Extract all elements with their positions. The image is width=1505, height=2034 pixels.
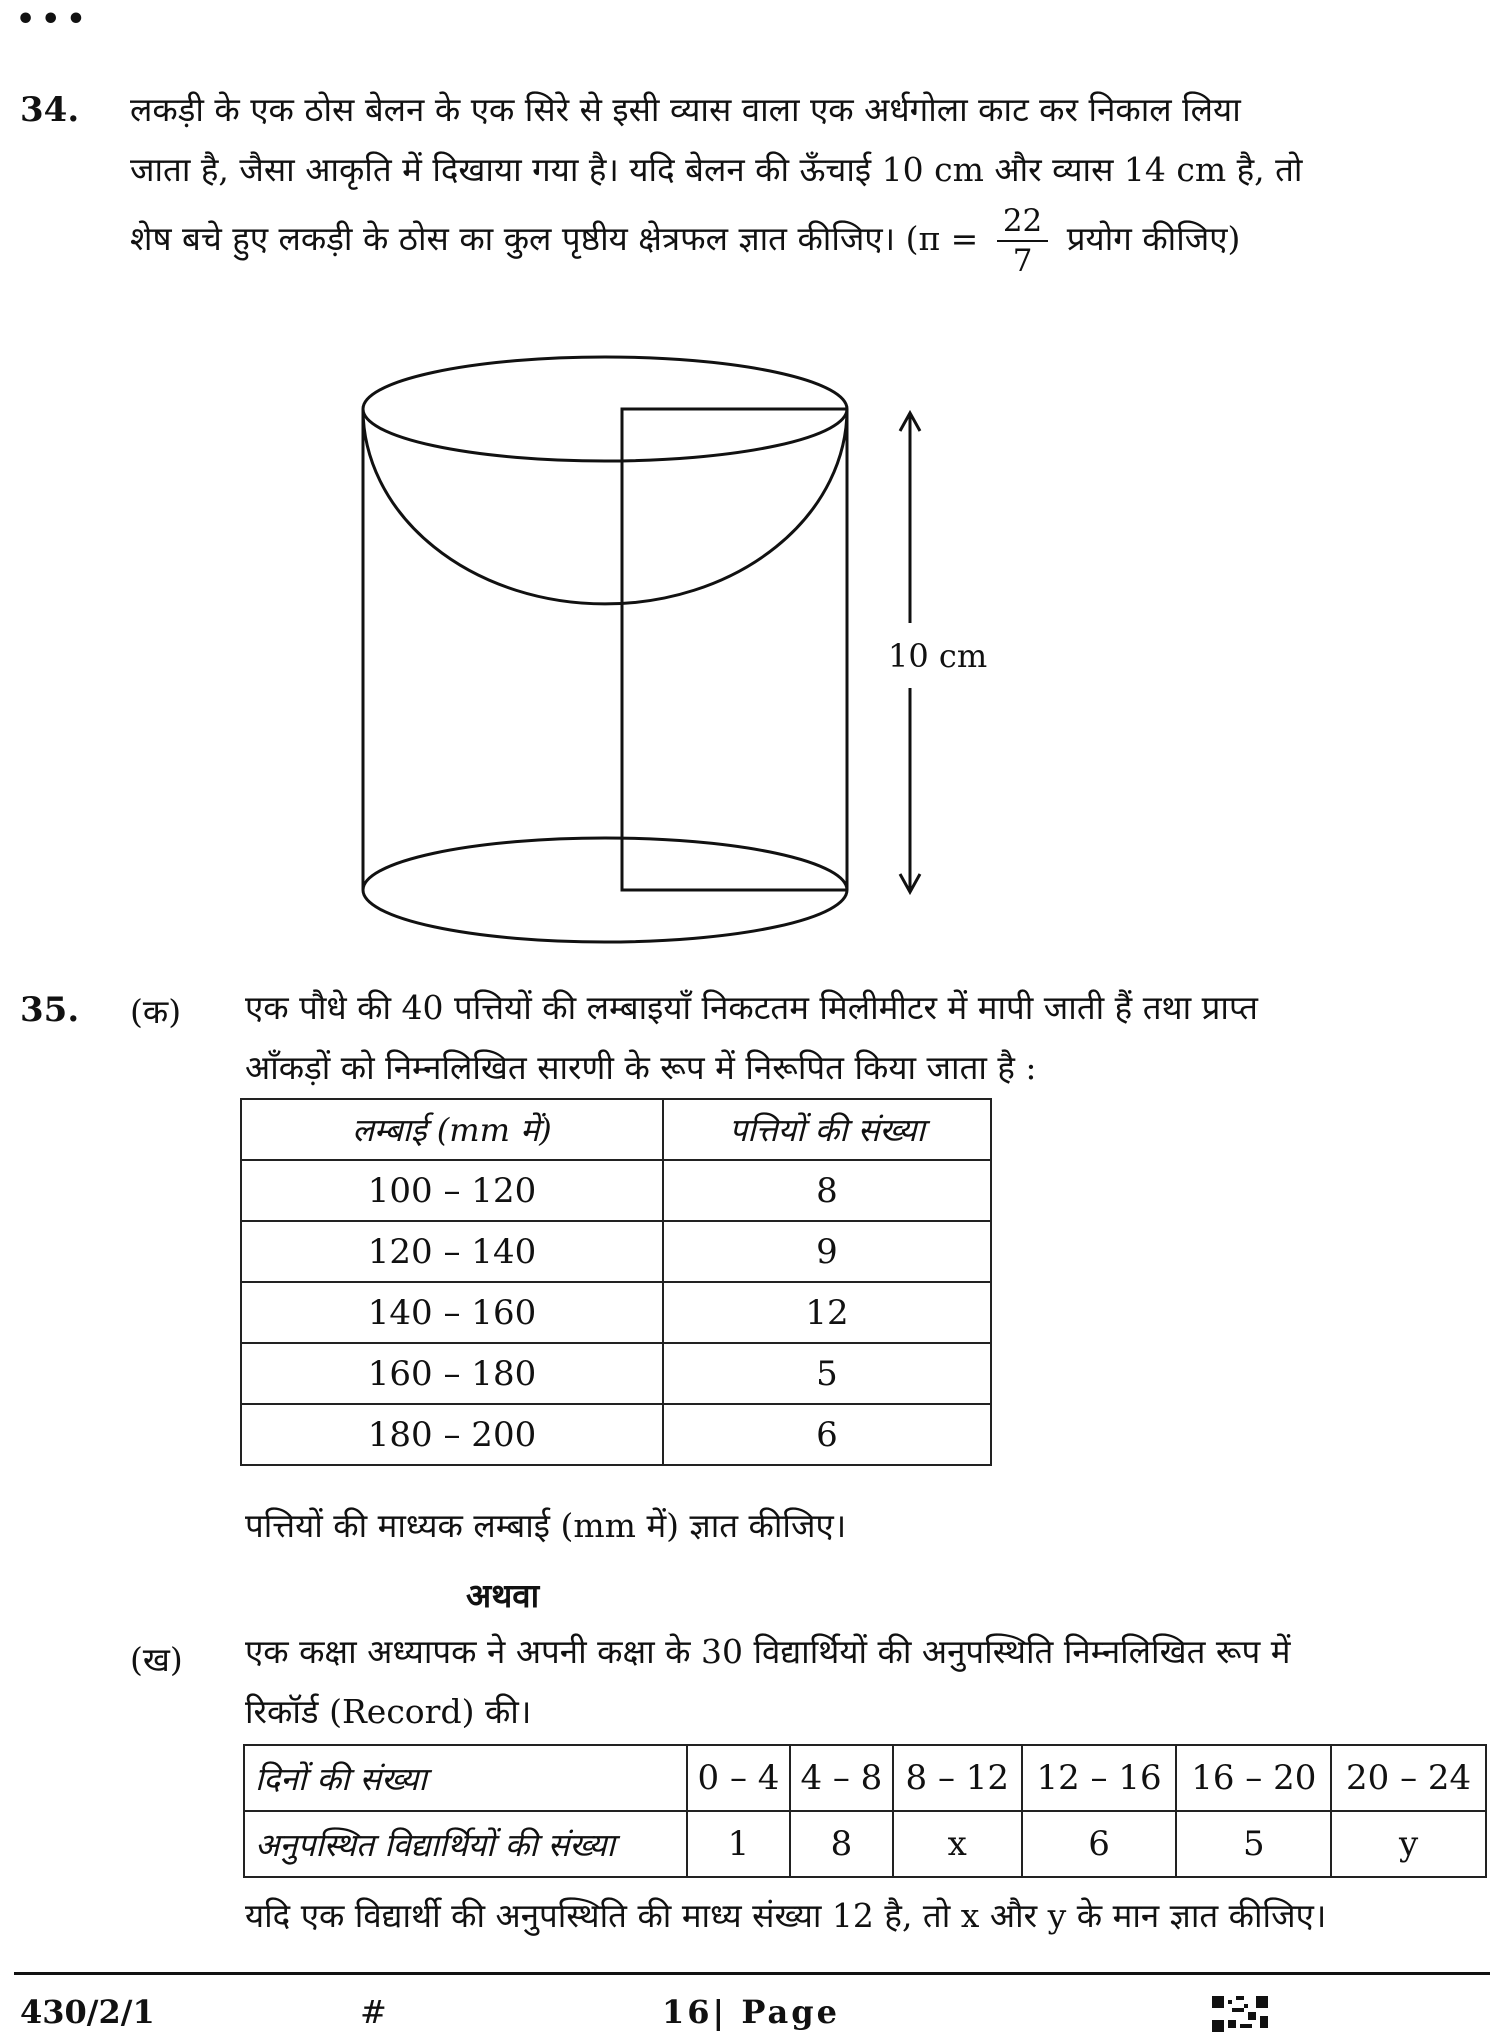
days-cell: 16 – 20 bbox=[1176, 1745, 1331, 1811]
pi-denominator: 7 bbox=[1012, 243, 1033, 279]
part-a-text bbox=[245, 978, 1405, 1098]
table-row bbox=[241, 1282, 991, 1343]
days-cell: 8 – 12 bbox=[893, 1745, 1022, 1811]
height-label: 10 cm bbox=[888, 637, 988, 675]
part-a-line-2: आँकड़ों को निम्नलिखित सारणी के रूप में निरूपित किया जाता है : bbox=[245, 1048, 1037, 1087]
absent-cell: 6 bbox=[1022, 1811, 1177, 1877]
absent-students-row bbox=[244, 1811, 1486, 1877]
header-leaf-count: पत्तियों की संख्या bbox=[663, 1099, 991, 1160]
question-34-text bbox=[130, 80, 1400, 280]
table-row bbox=[241, 1404, 991, 1465]
q34-line-3 bbox=[130, 202, 1400, 280]
page-number: 16| Page bbox=[662, 1993, 840, 2031]
inner-rectangle bbox=[622, 409, 847, 890]
part-b-line-1: एक कक्षा अध्यापक ने अपनी कक्षा के 30 विद्यार्थियों की अनुपस्थिति निम्नलिखित रूप में bbox=[245, 1632, 1291, 1671]
absent-cell: 8 bbox=[790, 1811, 893, 1877]
footer-divider bbox=[14, 1972, 1490, 1975]
table-row bbox=[241, 1160, 991, 1221]
absent-students-label: अनुपस्थित विद्यार्थियों की संख्या bbox=[244, 1811, 687, 1877]
part-b-line-2: रिकॉर्ड (Record) की। bbox=[245, 1692, 532, 1731]
part-a-label: (क) bbox=[130, 992, 182, 1031]
cell-interval: 160 – 180 bbox=[241, 1343, 663, 1404]
table-row bbox=[241, 1221, 991, 1282]
days-label: दिनों की संख्या bbox=[244, 1745, 687, 1811]
absent-cell: y bbox=[1331, 1811, 1486, 1877]
cell-count: 8 bbox=[663, 1160, 991, 1221]
q34-line-2: जाता है, जैसा आकृति में दिखाया गया है। यदि बेलन की ऊँचाई 10 cm और व्यास 14 cm है, तो bbox=[130, 150, 1303, 189]
pi-numerator: 22 bbox=[997, 202, 1048, 242]
leaf-length-table bbox=[240, 1098, 992, 1466]
header-length: लम्बाई (mm में) bbox=[241, 1099, 663, 1160]
pi-fraction bbox=[997, 202, 1048, 280]
table-row bbox=[241, 1343, 991, 1404]
cell-count: 9 bbox=[663, 1221, 991, 1282]
hemisphere-arc bbox=[363, 409, 847, 604]
part-a-line-1: एक पौधे की 40 पत्तियों की लम्बाइयाँ निकटतम मिलीमीटर में मापी जाती हैं तथा प्राप्त bbox=[245, 988, 1258, 1027]
part-b-question: यदि एक विद्यार्थी की अनुपस्थिति की माध्य संख्या 12 है, तो x और y के मान ज्ञात कीजिए। bbox=[245, 1896, 1327, 1935]
cell-count: 12 bbox=[663, 1282, 991, 1343]
part-b-text bbox=[245, 1622, 1405, 1742]
paper-code: 430/2/1 bbox=[20, 1993, 155, 2031]
cell-count: 5 bbox=[663, 1343, 991, 1404]
cell-interval: 180 – 200 bbox=[241, 1404, 663, 1465]
days-cell: 4 – 8 bbox=[790, 1745, 893, 1811]
absent-cell: 5 bbox=[1176, 1811, 1331, 1877]
cell-interval: 120 – 140 bbox=[241, 1221, 663, 1282]
absence-table bbox=[243, 1744, 1487, 1878]
qr-code-icon bbox=[1212, 1996, 1268, 2032]
cell-interval: 140 – 160 bbox=[241, 1282, 663, 1343]
days-row bbox=[244, 1745, 1486, 1811]
cylinder-hemisphere-figure bbox=[360, 355, 1000, 955]
question-35-number: 35. bbox=[20, 990, 80, 1030]
days-cell: 12 – 16 bbox=[1022, 1745, 1177, 1811]
absent-cell: 1 bbox=[687, 1811, 790, 1877]
q34-line-3-post: प्रयोग कीजिए) bbox=[1066, 219, 1241, 258]
absent-cell: x bbox=[893, 1811, 1022, 1877]
part-a-question: पत्तियों की माध्यक लम्बाई (mm में) ज्ञात कीजिए। bbox=[245, 1506, 847, 1545]
header-dots: ••• bbox=[16, 2, 92, 37]
cell-count: 6 bbox=[663, 1404, 991, 1465]
or-text: अथवा bbox=[466, 1576, 540, 1615]
q34-line-1: लकड़ी के एक ठोस बेलन के एक सिरे से इसी व्यास वाला एक अर्धगोला काट कर निकाल लिया bbox=[130, 90, 1241, 129]
footer-hash: # bbox=[360, 1993, 387, 2031]
part-b-label: (ख) bbox=[130, 1640, 183, 1679]
table-header-row bbox=[241, 1099, 991, 1160]
q34-line-3-pre: शेष बचे हुए लकड़ी के ठोस का कुल पृष्ठीय क्षेत्रफल ज्ञात कीजिए। (π = bbox=[130, 219, 979, 258]
question-34-number: 34. bbox=[20, 90, 80, 130]
days-cell: 0 – 4 bbox=[687, 1745, 790, 1811]
cell-interval: 100 – 120 bbox=[241, 1160, 663, 1221]
days-cell: 20 – 24 bbox=[1331, 1745, 1486, 1811]
